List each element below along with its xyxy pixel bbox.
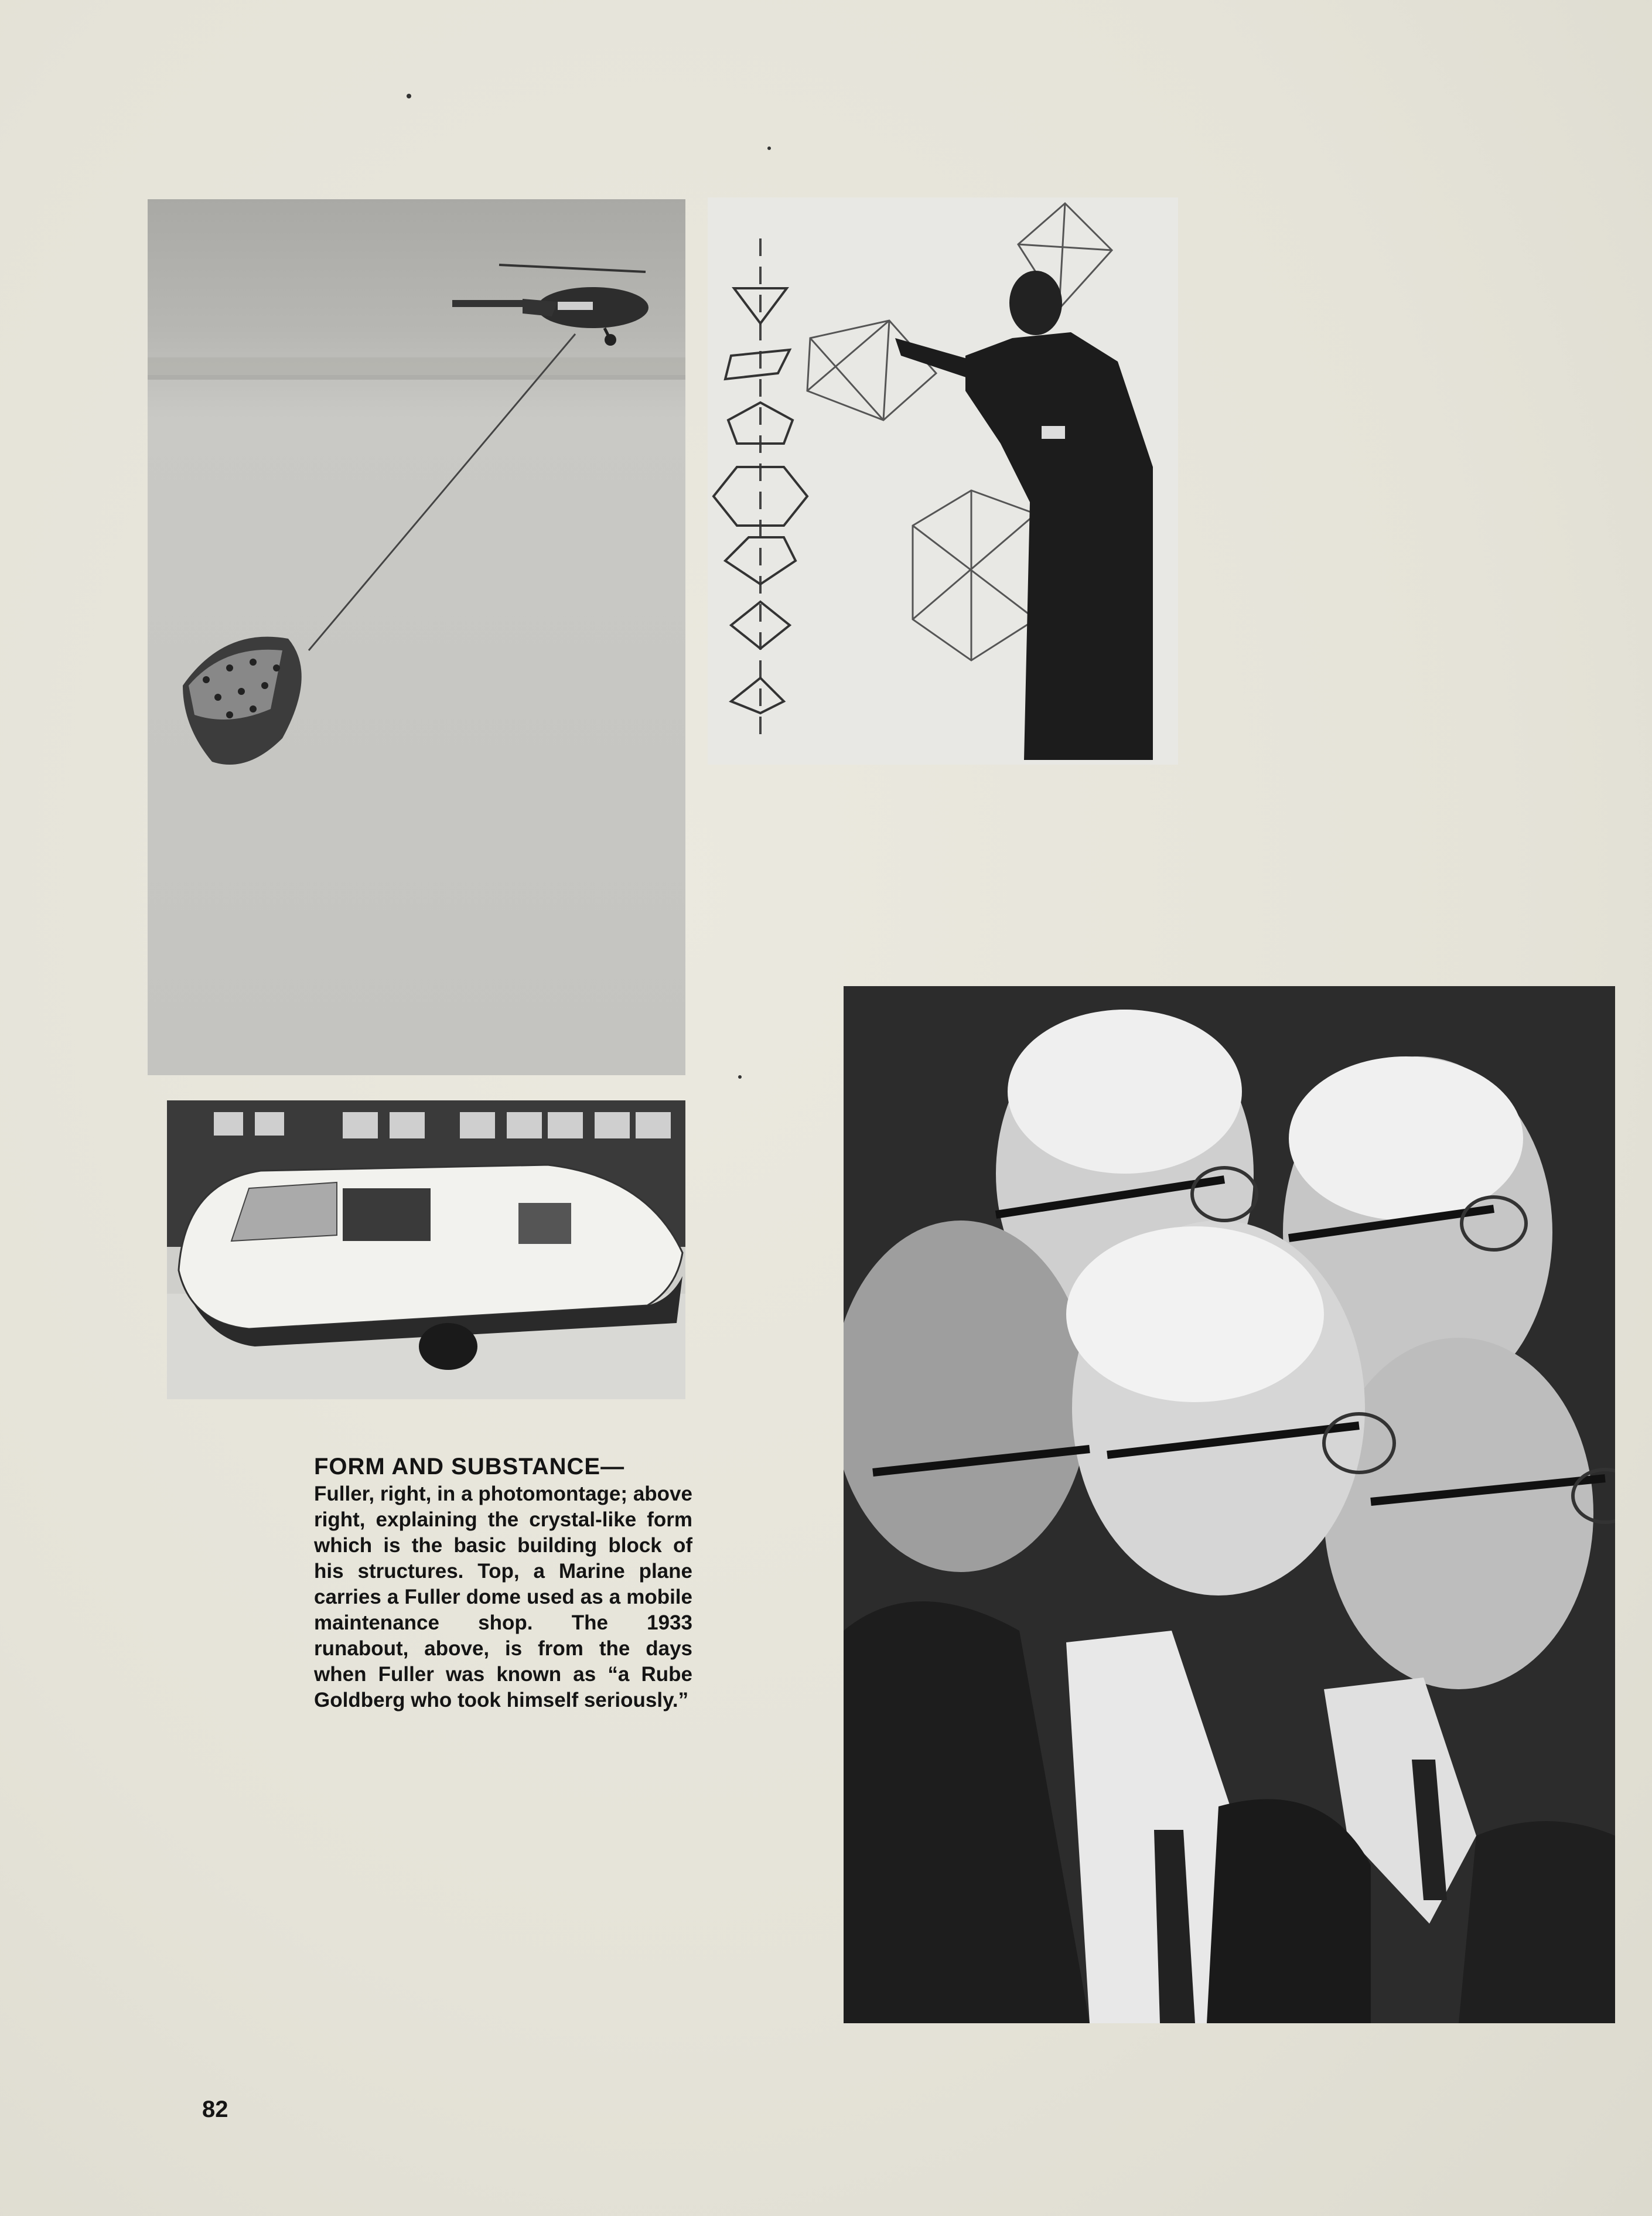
caption-body: Fuller, right, in a photomontage; above right, explaining the crystal-like form which is the basic building block of his structures. Top, a Marine plane carries a Fuller dome used as a mobile maintenance shop. The 1933 runabout, above, is from the days when Fuller was known as “a Rube Goldberg who took himself seriously.” [314, 1482, 692, 1712]
fuller-photomontage [844, 986, 1615, 2023]
crystal-structure-photo [708, 197, 1178, 765]
helicopter-dome-photo [148, 199, 685, 1075]
print-speck [767, 146, 771, 150]
photo-caption [314, 1452, 692, 1713]
caption-heading: FORM AND SUBSTANCE— [314, 1454, 625, 1479]
runabout-car-photo [167, 1100, 685, 1399]
print-speck [738, 1075, 742, 1079]
page-number: 82 [202, 2096, 228, 2122]
print-speck [407, 94, 411, 98]
